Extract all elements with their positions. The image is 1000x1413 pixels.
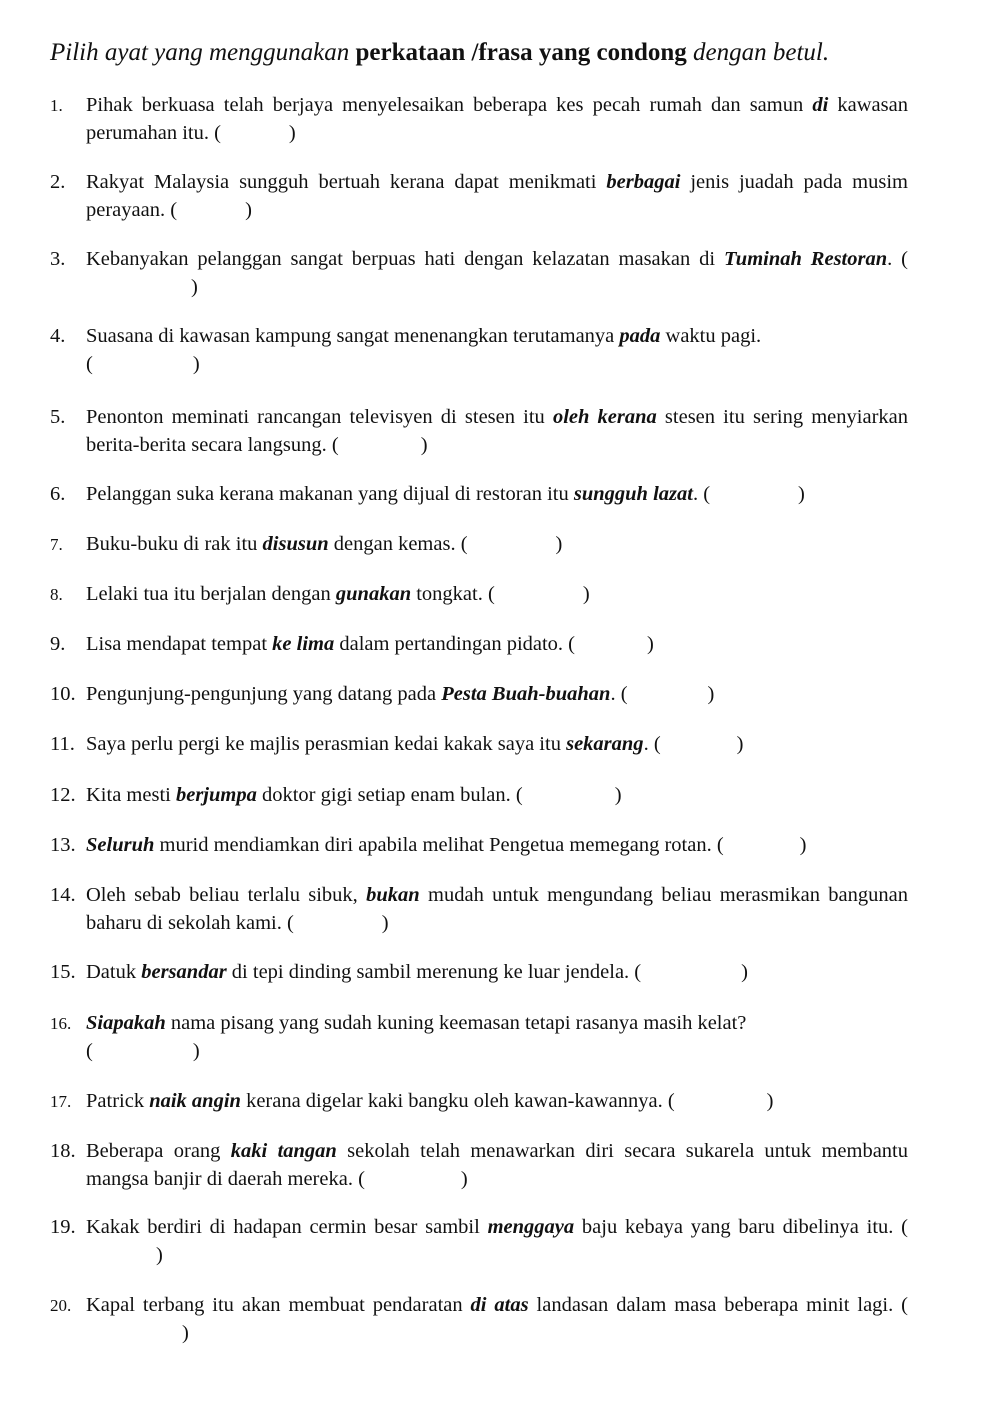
highlighted-phrase: gunakan bbox=[335, 583, 412, 605]
question-text-end: dalam pertandingan pidato. ( bbox=[334, 633, 576, 655]
question-number: 17. bbox=[50, 1092, 72, 1111]
question-number: 2. bbox=[50, 171, 66, 193]
highlighted-phrase: sungguh lazat bbox=[573, 483, 693, 505]
question-number: 11. bbox=[50, 733, 75, 755]
question-text: Suasana di kawasan kampung sangat menenangkan terutamanya bbox=[86, 325, 620, 347]
page-title bbox=[50, 36, 930, 70]
question-text-end: landasan dalam masa beberapa minit lagi. ( bbox=[528, 1294, 908, 1316]
highlighted-phrase: bersandar bbox=[141, 961, 227, 983]
highlighted-phrase: Pesta Buah-buahan bbox=[441, 683, 611, 705]
question-text: Pihak berkuasa telah berjaya menyelesaikan beberapa kes pecah rumah dan samun bbox=[86, 94, 813, 116]
title-part-1: Pilih ayat yang menggunakan bbox=[50, 39, 356, 66]
question-text-end: kawasan perumahan itu. ( bbox=[86, 94, 908, 144]
question-number: 12. bbox=[50, 784, 76, 806]
close-paren: ) bbox=[614, 784, 622, 806]
question-text-end: . ( bbox=[692, 483, 711, 505]
highlighted-phrase: pada bbox=[619, 325, 661, 347]
question-number: 1. bbox=[50, 96, 63, 115]
question-number: 13. bbox=[50, 834, 76, 856]
question-item bbox=[50, 959, 908, 987]
close-paren: ) bbox=[741, 961, 748, 983]
question-number: 8. bbox=[50, 585, 63, 604]
open-paren: ( bbox=[86, 352, 93, 375]
close-paren: ) bbox=[288, 121, 296, 144]
question-text-end: waktu pagi. bbox=[660, 325, 762, 347]
close-paren: ) bbox=[381, 911, 389, 934]
question-item bbox=[50, 882, 908, 937]
question-text: Lisa mendapat tempat bbox=[86, 633, 273, 655]
question-number: 15. bbox=[50, 961, 76, 983]
question-text: Oleh sebab beliau terlalu sibuk, bbox=[86, 884, 367, 906]
question-text-end: di tepi dinding sambil merenung ke luar jendela. ( bbox=[226, 961, 642, 983]
close-paren: ) bbox=[192, 352, 200, 375]
highlighted-phrase: Tuminah Restoran bbox=[724, 248, 888, 270]
question-item bbox=[50, 1138, 908, 1193]
question-text-end: stesen itu sering menyiarkan berita-berita secara langsung. ( bbox=[86, 406, 908, 456]
highlighted-phrase: disusun bbox=[262, 533, 329, 555]
close-paren: ) bbox=[156, 1243, 163, 1266]
question-item bbox=[50, 531, 908, 559]
close-paren: ) bbox=[245, 198, 252, 221]
question-number: 16. bbox=[50, 1014, 72, 1033]
open-paren: ( bbox=[86, 1039, 93, 1062]
question-text: Kakak berdiri di hadapan cermin besar sambil bbox=[86, 1216, 488, 1238]
question-number: 20. bbox=[50, 1296, 72, 1315]
question-number: 4. bbox=[50, 325, 66, 347]
highlighted-phrase: di bbox=[812, 94, 829, 116]
question-text: Rakyat Malaysia sungguh bertuah kerana dapat menikmati bbox=[86, 171, 607, 193]
question-number: 5. bbox=[50, 406, 66, 428]
question-text: Kebanyakan pelanggan sangat berpuas hati dengan kelazatan masakan di bbox=[86, 248, 725, 270]
highlighted-phrase: berjumpa bbox=[175, 784, 257, 806]
question-item bbox=[50, 681, 908, 709]
question-text-end: tongkat. ( bbox=[411, 583, 495, 605]
question-item bbox=[50, 581, 908, 609]
highlighted-phrase: sekarang bbox=[566, 733, 644, 755]
title-bold: perkataan /frasa yang condong bbox=[355, 39, 687, 66]
question-item bbox=[50, 92, 908, 147]
question-item bbox=[50, 323, 908, 378]
highlighted-phrase: Seluruh bbox=[86, 834, 155, 856]
question-text-end: nama pisang yang sudah kuning keemasan tetapi rasanya masih kelat? bbox=[165, 1012, 747, 1034]
highlighted-phrase: bukan bbox=[366, 884, 420, 906]
question-text: Pengunjung-pengunjung yang datang pada bbox=[86, 683, 442, 705]
question-text-end: jenis juadah pada musim perayaan. ( bbox=[86, 171, 909, 221]
highlighted-phrase: berbagai bbox=[606, 171, 681, 193]
question-text-end: mudah untuk mengundang beliau merasmikan bangunan baharu di sekolah kami. ( bbox=[86, 884, 908, 934]
close-paren: ) bbox=[182, 1321, 189, 1344]
highlighted-phrase: menggaya bbox=[487, 1216, 575, 1238]
highlighted-phrase: kaki tangan bbox=[230, 1140, 337, 1162]
close-paren: ) bbox=[766, 1090, 774, 1112]
close-paren: ) bbox=[420, 433, 428, 456]
question-item bbox=[50, 832, 908, 860]
question-number: 7. bbox=[50, 535, 63, 554]
question-item bbox=[50, 404, 908, 459]
title-part-2: dengan betul. bbox=[686, 39, 830, 66]
question-number: 3. bbox=[50, 248, 66, 270]
question-number: 6. bbox=[50, 483, 66, 505]
highlighted-phrase: Siapakah bbox=[86, 1012, 166, 1034]
close-paren: ) bbox=[798, 483, 805, 505]
question-item bbox=[50, 246, 908, 301]
question-item bbox=[50, 1088, 908, 1116]
question-text: Datuk bbox=[86, 961, 142, 983]
question-text-end: doktor gigi setiap enam bulan. ( bbox=[256, 784, 523, 806]
close-paren: ) bbox=[192, 1039, 200, 1062]
question-text-end: . ( bbox=[610, 683, 628, 705]
question-text: Patrick bbox=[86, 1090, 150, 1112]
question-text: Buku-buku di rak itu bbox=[86, 533, 263, 555]
question-item bbox=[50, 481, 908, 509]
question-item bbox=[50, 1292, 908, 1347]
highlighted-phrase: naik angin bbox=[149, 1090, 241, 1112]
question-text: Pelanggan suka kerana makanan yang dijual di restoran itu bbox=[86, 483, 574, 505]
question-number: 9. bbox=[50, 633, 66, 655]
question-item bbox=[50, 169, 908, 224]
question-number: 14. bbox=[50, 884, 76, 906]
question-text-end: . ( bbox=[887, 248, 909, 270]
question-text-end: kerana digelar kaki bangku oleh kawan-kawannya. ( bbox=[240, 1090, 675, 1112]
close-paren: ) bbox=[799, 834, 807, 856]
question-text-end: murid mendiamkan diri apabila melihat Pengetua memegang rotan. ( bbox=[154, 834, 724, 856]
close-paren: ) bbox=[191, 275, 198, 298]
question-text-end: . ( bbox=[643, 733, 661, 755]
question-item bbox=[50, 1010, 908, 1065]
highlighted-phrase: oleh kerana bbox=[552, 406, 657, 428]
highlighted-phrase: ke lima bbox=[272, 633, 335, 655]
question-text: Kita mesti bbox=[86, 784, 176, 806]
question-number: 18. bbox=[50, 1140, 76, 1162]
question-number: 10. bbox=[50, 683, 76, 705]
close-paren: ) bbox=[582, 583, 590, 605]
question-text-end: baju kebaya yang baru dibelinya itu. ( bbox=[574, 1216, 909, 1238]
close-paren: ) bbox=[707, 683, 715, 705]
close-paren: ) bbox=[460, 1167, 468, 1190]
question-text: Lelaki tua itu berjalan dengan bbox=[86, 583, 336, 605]
question-item bbox=[50, 1214, 908, 1269]
close-paren: ) bbox=[647, 633, 654, 655]
question-item bbox=[50, 782, 908, 810]
highlighted-phrase: di atas bbox=[470, 1294, 529, 1316]
close-paren: ) bbox=[555, 533, 563, 555]
question-text: Kapal terbang itu akan membuat pendaratan bbox=[86, 1294, 471, 1316]
close-paren: ) bbox=[736, 733, 744, 755]
question-item bbox=[50, 631, 908, 659]
question-text-end: dengan kemas. ( bbox=[328, 533, 468, 555]
question-number: 19. bbox=[50, 1216, 76, 1238]
question-item bbox=[50, 731, 908, 759]
question-text: Saya perlu pergi ke majlis perasmian kedai kakak saya itu bbox=[86, 733, 567, 755]
question-text: Penonton meminati rancangan televisyen di stesen itu bbox=[86, 406, 553, 428]
question-text: Beberapa orang bbox=[86, 1140, 231, 1162]
question-text-end: sekolah telah menawarkan diri secara sukarela untuk membantu mangsa banjir di daerah mereka. ( bbox=[86, 1140, 908, 1190]
